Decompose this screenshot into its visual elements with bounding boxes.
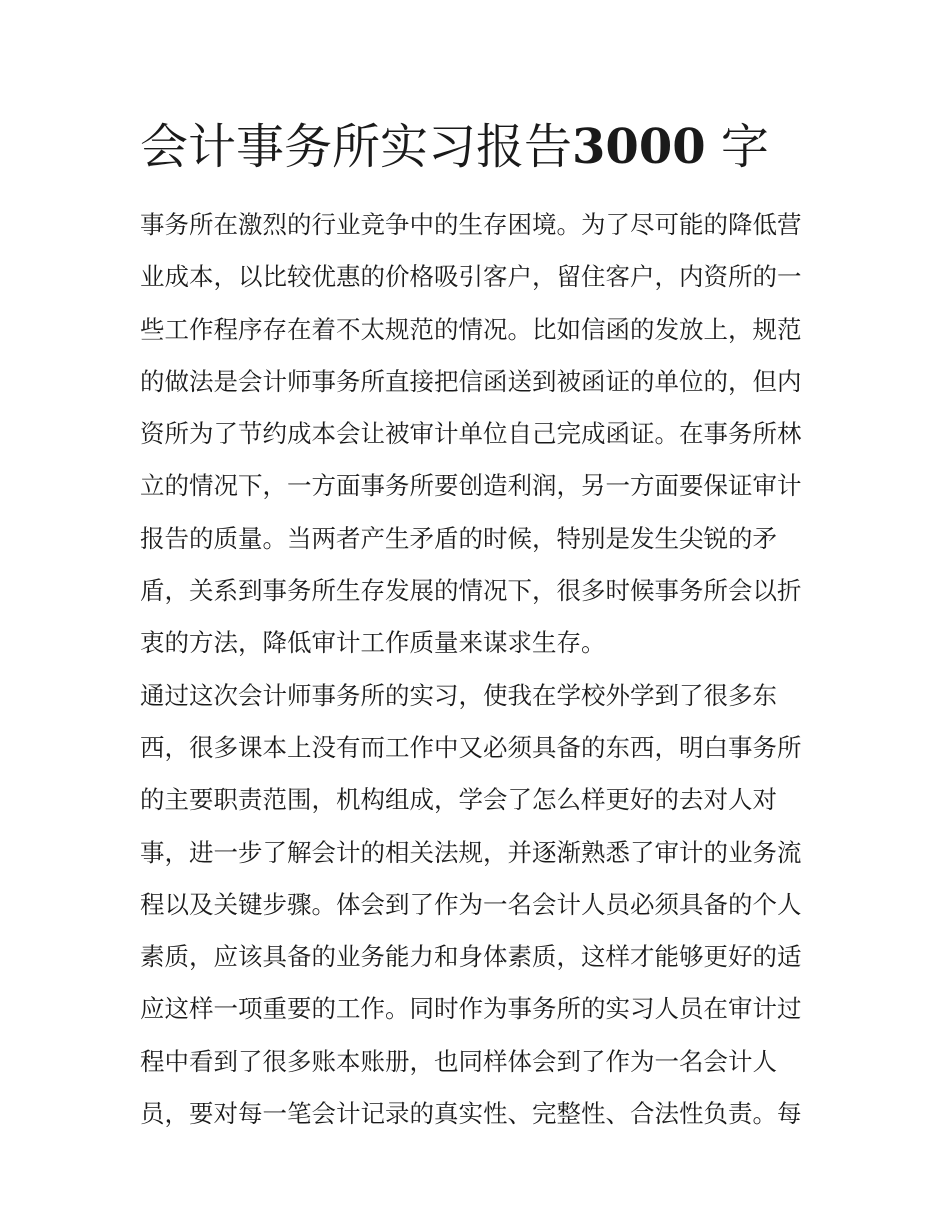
body-line: 应这样一项重要的工作。同时作为事务所的实习人员在审计过: [140, 994, 802, 1024]
body-line: 资所为了节约成本会让被审计单位自己完成函证。在事务所林: [140, 419, 802, 449]
body-line: 衷的方法，降低审计工作质量来谋求生存。: [140, 628, 606, 658]
body-line: 西，很多课本上没有而工作中又必须具备的东西，明白事务所: [140, 732, 802, 762]
body-line: 些工作程序存在着不太规范的情况。比如信函的发放上，规范: [140, 314, 802, 344]
body-line: 立的情况下，一方面事务所要创造利润，另一方面要保证审计: [140, 471, 802, 501]
title-suffix: 字: [720, 119, 769, 175]
body-line: 员，要对每一笔会计记录的真实性、完整性、合法性负责。每: [140, 1099, 802, 1129]
document-title: [140, 112, 860, 182]
body-line: 报告的质量。当两者产生矛盾的时候，特别是发生尖锐的矛: [140, 523, 777, 553]
document-body: [140, 201, 820, 1142]
body-line: 事务所在激烈的行业竞争中的生存困境。为了尽可能的降低营: [140, 210, 802, 239]
body-line: 事，进一步了解会计的相关法规，并逐渐熟悉了审计的业务流: [140, 837, 802, 867]
body-line: 盾，关系到事务所生存发展的情况下，很多时候事务所会以折: [140, 576, 802, 606]
body-line: 通过这次会计师事务所的实习，使我在学校外学到了很多东: [140, 680, 777, 710]
title-text: 会计事务所实习报告: [140, 119, 573, 175]
body-line: 素质，应该具备的业务能力和身体素质，这样才能够更好的适: [140, 942, 802, 972]
body-line: 程中看到了很多账本账册，也同样体会到了作为一名会计人: [140, 1046, 777, 1076]
body-line: 业成本，以比较优惠的价格吸引客户，留住客户，内资所的一: [140, 262, 802, 292]
title-number: 3000: [572, 119, 706, 175]
body-line: 程以及关键步骤。体会到了作为一名会计人员必须具备的个人: [140, 889, 802, 919]
body-line: 的做法是会计师事务所直接把信函送到被函证的单位的，但内: [140, 366, 802, 396]
body-line: 的主要职责范围，机构组成，学会了怎么样更好的去对人对: [140, 785, 777, 815]
